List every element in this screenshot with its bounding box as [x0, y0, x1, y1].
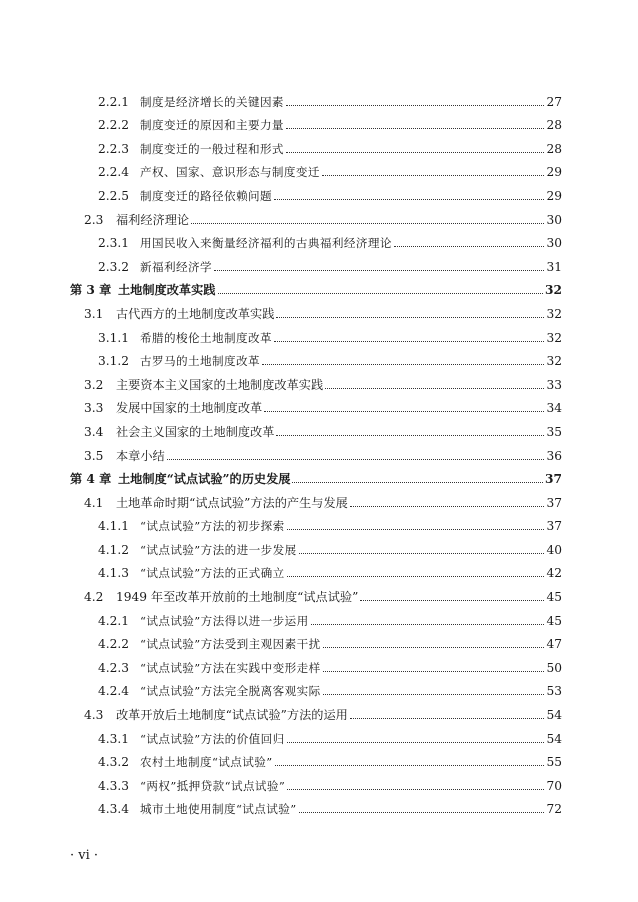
- toc-entry-number: 4.2.2: [98, 637, 130, 652]
- toc-section-entry[interactable]: [70, 487, 562, 511]
- toc-section-entry[interactable]: [70, 581, 562, 605]
- toc-entry-title: “试点试验”方法的价值回归: [140, 731, 285, 746]
- toc-subsection-entry[interactable]: [70, 133, 562, 157]
- toc-entry-title: 1949 年至改革开放前的土地制度“试点试验”: [116, 590, 359, 605]
- toc-subsection-entry[interactable]: [70, 652, 562, 676]
- toc-subsection-entry[interactable]: [70, 747, 562, 771]
- toc-entry-title: 城市土地使用制度“试点试验”: [140, 802, 297, 817]
- dot-leader: [276, 435, 544, 436]
- toc-entry-number: 2.3: [84, 212, 104, 227]
- toc-subsection-entry[interactable]: [70, 794, 562, 818]
- toc-entry-number: 4.2.4: [98, 684, 130, 699]
- toc-entry-page: 35: [546, 424, 562, 439]
- toc-entry-title: 用国民收入来衡量经济福利的古典福利经济理论: [140, 236, 392, 251]
- toc-subsection-entry[interactable]: [70, 157, 562, 181]
- toc-entry-page: 32: [545, 283, 562, 298]
- toc-entry-page: 28: [546, 141, 562, 156]
- dot-leader: [218, 293, 544, 294]
- toc-entry-number: 第 3 章: [70, 283, 112, 298]
- toc-entry-page: 70: [546, 778, 562, 793]
- toc-subsection-entry[interactable]: [70, 86, 562, 110]
- toc-entry-page: 37: [546, 519, 562, 534]
- toc-entry-page: 33: [546, 377, 562, 392]
- toc-entry-number: 4.1.2: [98, 542, 130, 557]
- toc-entry-title: “试点试验”方法的初步探索: [140, 519, 285, 534]
- toc-subsection-entry[interactable]: [70, 346, 562, 370]
- toc-entry-number: 2.2.5: [98, 188, 130, 203]
- toc-entry-page: 72: [546, 802, 562, 817]
- toc-entry-title: 福利经济理论: [116, 212, 190, 227]
- toc-entry-number: 4.1: [84, 495, 104, 510]
- toc-subsection-entry[interactable]: [70, 322, 562, 346]
- toc-entry-title: “试点试验”方法得以进一步运用: [140, 613, 309, 628]
- toc-entry-title: 本章小结: [116, 448, 165, 463]
- toc-entry-title: 古罗马的土地制度改革: [140, 354, 260, 369]
- toc-entry-title: 新福利经济学: [140, 259, 212, 274]
- toc-entry-number: 4.1.1: [98, 519, 130, 534]
- dot-leader: [167, 459, 544, 460]
- dot-leader: [274, 341, 544, 342]
- dot-leader: [287, 742, 544, 743]
- toc-subsection-entry[interactable]: [70, 676, 562, 700]
- toc-entry-page: 32: [546, 306, 562, 321]
- toc-entry-number: 2.3.2: [98, 259, 130, 274]
- toc-chapter-entry[interactable]: [70, 275, 562, 299]
- dot-leader: [394, 246, 544, 247]
- toc-entry-page: 27: [546, 94, 562, 109]
- toc-entry-number: 3.2: [84, 377, 104, 392]
- dot-leader: [299, 812, 544, 813]
- toc-entry-number: 3.5: [84, 448, 104, 463]
- toc-entry-page: 45: [546, 613, 562, 628]
- toc-entry-title: “两权”抵押贷款“试点试验”: [140, 778, 286, 793]
- toc-entry-title: 产权、国家、意识形态与制度变迁: [140, 165, 320, 180]
- toc-section-entry[interactable]: [70, 204, 562, 228]
- dot-leader: [214, 270, 544, 271]
- toc-entry-title: 土地制度“试点试验”的历史发展: [118, 472, 291, 487]
- dot-leader: [276, 317, 544, 318]
- toc-entry-page: 29: [546, 188, 562, 203]
- toc-entry-number: 3.4: [84, 424, 104, 439]
- dot-leader: [350, 718, 544, 719]
- toc-entry-title: 改革开放后土地制度“试点试验”方法的运用: [116, 708, 348, 723]
- dot-leader: [286, 105, 544, 106]
- toc-entry-page: 30: [546, 212, 562, 227]
- toc-subsection-entry[interactable]: [70, 629, 562, 653]
- toc-entry-title: 制度变迁的原因和主要力量: [140, 118, 284, 133]
- toc-entry-number: 4.3.4: [98, 802, 130, 817]
- toc-entry-number: 第 4 章: [70, 472, 112, 487]
- toc-entry-page: 36: [546, 448, 562, 463]
- toc-entry-page: 47: [546, 637, 562, 652]
- dot-leader: [323, 647, 544, 648]
- toc-entry-title: 制度变迁的路径依赖问题: [140, 188, 272, 203]
- dot-leader: [191, 223, 544, 224]
- table-of-contents: [70, 86, 562, 817]
- toc-entry-number: 2.2.4: [98, 165, 130, 180]
- toc-entry-number: 3.1.2: [98, 354, 130, 369]
- toc-entry-number: 3.3: [84, 401, 104, 416]
- toc-subsection-entry[interactable]: [70, 723, 562, 747]
- toc-subsection-entry[interactable]: [70, 605, 562, 629]
- toc-entry-number: 4.2: [84, 590, 104, 605]
- dot-leader: [299, 553, 544, 554]
- toc-entry-page: 54: [546, 731, 562, 746]
- toc-entry-number: 4.3: [84, 708, 104, 723]
- toc-entry-title: “试点试验”方法的正式确立: [140, 566, 285, 581]
- toc-subsection-entry[interactable]: [70, 180, 562, 204]
- toc-entry-title: 土地革命时期“试点试验”方法的产生与发展: [116, 495, 348, 510]
- toc-entry-number: 4.3.3: [98, 778, 130, 793]
- toc-entry-page: 37: [545, 472, 562, 487]
- toc-subsection-entry[interactable]: [70, 511, 562, 535]
- toc-entry-number: 2.3.1: [98, 236, 130, 251]
- page-number: · vi ·: [70, 848, 99, 863]
- toc-entry-page: 55: [546, 755, 562, 770]
- toc-entry-page: 45: [546, 590, 562, 605]
- toc-entry-page: 34: [546, 401, 562, 416]
- toc-entry-title: 制度变迁的一般过程和形式: [140, 141, 284, 156]
- dot-leader: [350, 506, 544, 507]
- toc-entry-page: 37: [546, 495, 562, 510]
- toc-entry-title: 古代西方的土地制度改革实践: [116, 306, 275, 321]
- toc-subsection-entry[interactable]: [70, 534, 562, 558]
- dot-leader: [360, 600, 544, 601]
- toc-section-entry[interactable]: [70, 440, 562, 464]
- dot-leader: [286, 128, 544, 129]
- toc-entry-page: 32: [546, 354, 562, 369]
- toc-entry-title: 发展中国家的土地制度改革: [116, 401, 263, 416]
- toc-entry-title: 希腊的梭伦土地制度改革: [140, 330, 272, 345]
- toc-entry-page: 31: [546, 259, 562, 274]
- dot-leader: [264, 411, 544, 412]
- toc-entry-number: 4.1.3: [98, 566, 130, 581]
- toc-entry-page: 50: [546, 660, 562, 675]
- toc-section-entry[interactable]: [70, 699, 562, 723]
- dot-leader: [286, 152, 544, 153]
- dot-leader: [311, 624, 544, 625]
- dot-leader: [287, 789, 544, 790]
- toc-entry-number: 2.2.3: [98, 141, 130, 156]
- dot-leader: [287, 576, 544, 577]
- toc-entry-number: 2.2.2: [98, 118, 130, 133]
- toc-entry-title: 社会主义国家的土地制度改革: [116, 424, 275, 439]
- dot-leader: [292, 482, 543, 483]
- dot-leader: [325, 388, 544, 389]
- dot-leader: [323, 694, 544, 695]
- dot-leader: [275, 765, 544, 766]
- toc-section-entry[interactable]: [70, 393, 562, 417]
- toc-entry-number: 3.1: [84, 306, 104, 321]
- toc-entry-page: 29: [546, 165, 562, 180]
- toc-entry-title: “试点试验”方法的进一步发展: [140, 542, 297, 557]
- dot-leader: [262, 364, 544, 365]
- dot-leader: [323, 671, 544, 672]
- toc-subsection-entry[interactable]: [70, 770, 562, 794]
- toc-entry-title: 制度是经济增长的关键因素: [140, 94, 284, 109]
- toc-section-entry[interactable]: [70, 298, 562, 322]
- toc-entry-title: 农村土地制度“试点试验”: [140, 755, 273, 770]
- toc-subsection-entry[interactable]: [70, 228, 562, 252]
- toc-entry-number: 4.2.3: [98, 660, 130, 675]
- toc-section-entry[interactable]: [70, 369, 562, 393]
- toc-entry-title: “试点试验”方法在实践中变形走样: [140, 660, 321, 675]
- toc-entry-page: 54: [546, 708, 562, 723]
- toc-subsection-entry[interactable]: [70, 110, 562, 134]
- toc-entry-page: 28: [546, 118, 562, 133]
- dot-leader: [322, 175, 544, 176]
- toc-chapter-entry[interactable]: [70, 464, 562, 488]
- toc-entry-title: 主要资本主义国家的土地制度改革实践: [116, 377, 324, 392]
- toc-entry-page: 53: [546, 684, 562, 699]
- toc-subsection-entry[interactable]: [70, 558, 562, 582]
- dot-leader: [287, 529, 544, 530]
- toc-entry-title: “试点试验”方法完全脱离客观实际: [140, 684, 321, 699]
- toc-section-entry[interactable]: [70, 416, 562, 440]
- toc-entry-page: 40: [546, 542, 562, 557]
- toc-entry-title: 土地制度改革实践: [118, 283, 216, 298]
- toc-entry-number: 4.3.1: [98, 731, 130, 746]
- toc-entry-number: 4.2.1: [98, 613, 130, 628]
- toc-entry-page: 30: [546, 236, 562, 251]
- toc-entry-page: 32: [546, 330, 562, 345]
- toc-subsection-entry[interactable]: [70, 251, 562, 275]
- toc-entry-number: 4.3.2: [98, 755, 130, 770]
- toc-entry-number: 2.2.1: [98, 94, 130, 109]
- dot-leader: [274, 199, 544, 200]
- toc-entry-title: “试点试验”方法受到主观因素干扰: [140, 637, 321, 652]
- toc-entry-number: 3.1.1: [98, 330, 130, 345]
- toc-entry-page: 42: [546, 566, 562, 581]
